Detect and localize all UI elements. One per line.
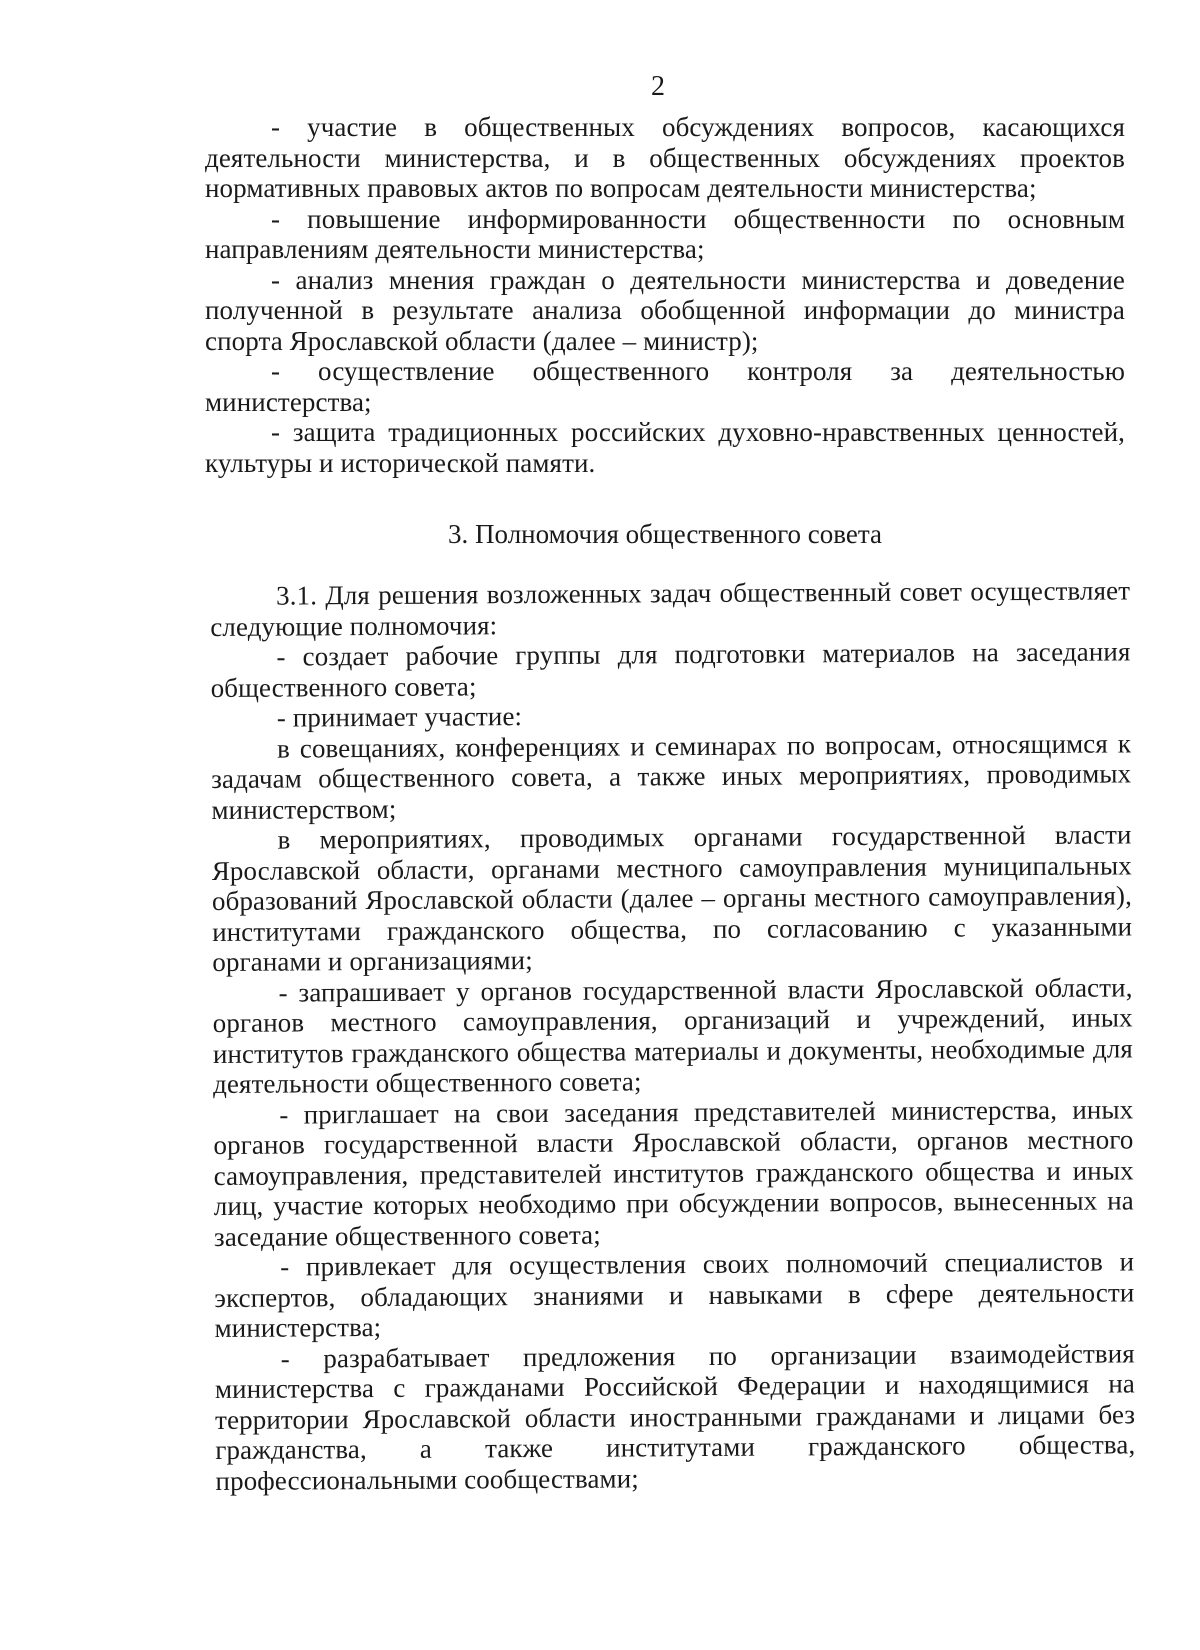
list-item: - создает рабочие группы для подготовки материалов на заседания общественного совета; bbox=[210, 636, 1131, 703]
list-item: - запрашивает у органов государственной власти Ярославской области, органов местного самоуправления, организаций и учреждений, иных институтов гражданского общества материалы и документы, необходимые для деятельности общественного совета; bbox=[212, 971, 1133, 1099]
list-item: - осуществление общественного контроля за деятельностью министерства; bbox=[205, 356, 1125, 417]
list-item: - анализ мнения граждан о деятельности министерства и доведение полученной в результате анализа обобщенной информации до министра спорта Ярославской области (далее – министр); bbox=[205, 264, 1125, 356]
section-3-body bbox=[210, 575, 1136, 1496]
sub-item: в совещаниях, конференциях и семинарах по вопросам, относящимся к задачам общественного совета, а также иных мероприятиях, проводимых министерством; bbox=[211, 727, 1132, 825]
sub-item: в мероприятиях, проводимых органами государственной власти Ярославской области, органами местного самоуправления муниципальных образований Ярославской области (далее – органы местного самоуправления), институтами гражданского общества, по согласованию с указанными органами и организациями; bbox=[211, 819, 1133, 977]
list-item: - разрабатывает предложения по организации взаимодействия министерства с гражданами Российской Федерации и находящимися на территории Ярославской области иностранными гражданами и лицами без гражданства, а также институтами гражданского общества, профессиональными сообществами; bbox=[214, 1337, 1136, 1496]
list-item: - приглашает на свои заседания представителей министерства, иных органов государственной власти Ярославской области, органов местного самоуправления, представителей институтов гражданского общества и иных лиц, участие которых необходимо при обсуждении вопросов, вынесенных на заседание общественного совета; bbox=[213, 1093, 1134, 1252]
page-number: 2 bbox=[651, 71, 665, 102]
list-item: - привлекает для осуществления своих полномочий специалистов и экспертов, обладающих знаниями и навыками в сфере деятельности министерства; bbox=[214, 1246, 1135, 1343]
section-3-title: 3. Полномочия общественного совета bbox=[448, 519, 882, 549]
list-item: - участие в общественных обсуждениях вопросов, касающихся деятельности министерства, и в общественных обсуждениях проектов нормативных правовых актов по вопросам деятельности министерства; bbox=[205, 112, 1125, 203]
list-item: - защита традиционных российских духовно-нравственных ценностей, культуры и исторической памяти. bbox=[205, 417, 1125, 478]
paragraph: 3.1. Для решения возложенных задач общественный совет осуществляет следующие полномочия: bbox=[210, 575, 1131, 642]
list-item: - принимает участие: bbox=[276, 701, 523, 733]
section-1-list bbox=[205, 112, 1125, 478]
list-item: - повышение информированности общественности по основным направлениям деятельности министерства; bbox=[205, 203, 1125, 264]
